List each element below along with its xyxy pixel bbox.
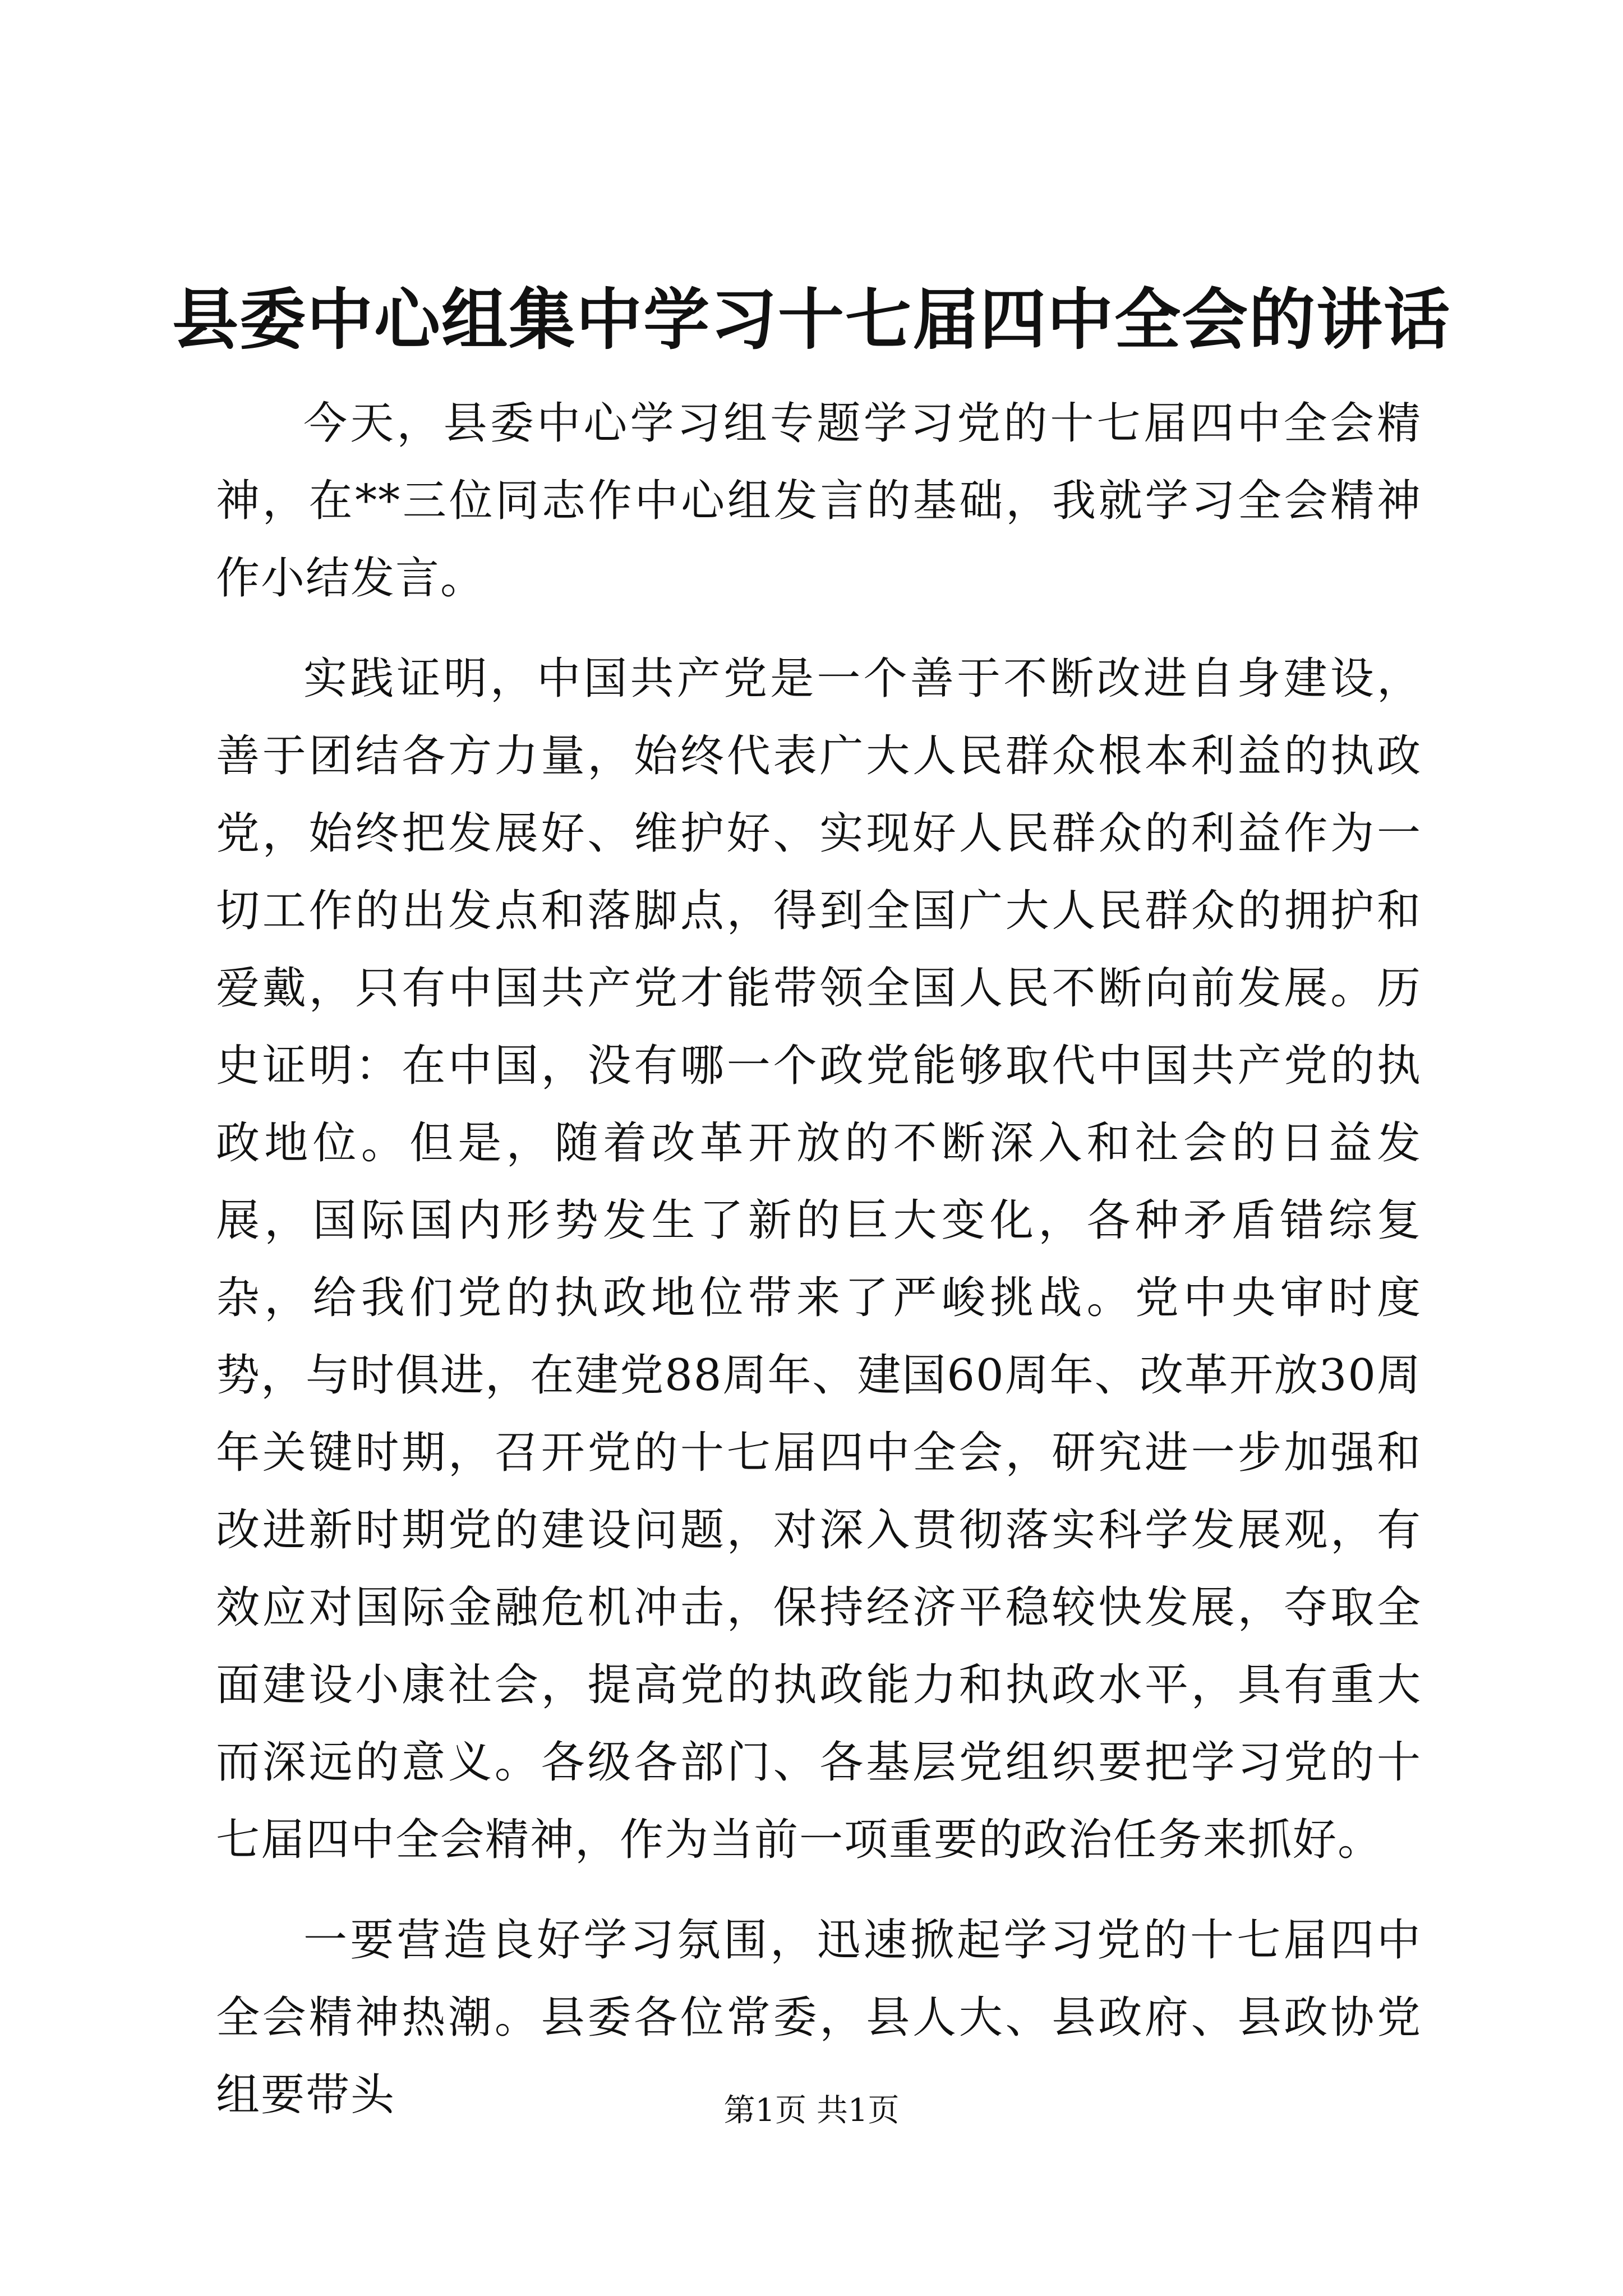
document-body [216,385,1422,2157]
page-footer: 第1页 共1页 [723,2092,900,2129]
paragraph-intro: 今天，县委中心学习组专题学习党的十七届四中全会精神，在**三位同志作中心组发言的基础，我就学习全会精神作小结发言。 [216,398,1422,604]
paragraph-practice-proves: 实践证明，中国共产党是一个善于不断改进自身建设，善于团结各方力量，始终代表广大人民群众根本利益的执政党，始终把发展好、维护好、实现好人民群众的利益作为一切工作的出发点和落脚点，得到全国广大人民群众的拥护和爱戴，只有中国共产党才能带领全国人民不断向前发展。历史证明：在中国，没有哪一个政党能够取代中国共产党的执政地位。但是，随着改革开放的不断深入和社会的日益发展，国际国内形势发生了新的巨大变化，各种矛盾错综复杂，给我们党的执政地位带来了严峻挑战。党中央审时度势，与时俱进，在建党88周年、建国60周年、改革开放30周年关键时期，召开党的十七届四中全会，研究进一步加强和改进新时期党的建设问题，对深入贯彻落实科学发展观，有效应对国际金融危机冲击，保持经济平稳较快发展，夺取全面建设小康社会，提高党的执政能力和执政水平，具有重大而深远的意义。各级各部门、各基层党组织要把学习党的十七届四中全会精神，作为当前一项重要的政治任务来抓好。 [216,654,1422,1865]
document-title: 县委中心组集中学习十七届四中全会的讲话 [172,280,1451,358]
paragraph-study-atmosphere: 一要营造良好学习氛围，迅速掀起学习党的十七届四中全会精神热潮。县委各位常委，县人大、县政府、县政协党组要带头 [216,1915,1422,2120]
